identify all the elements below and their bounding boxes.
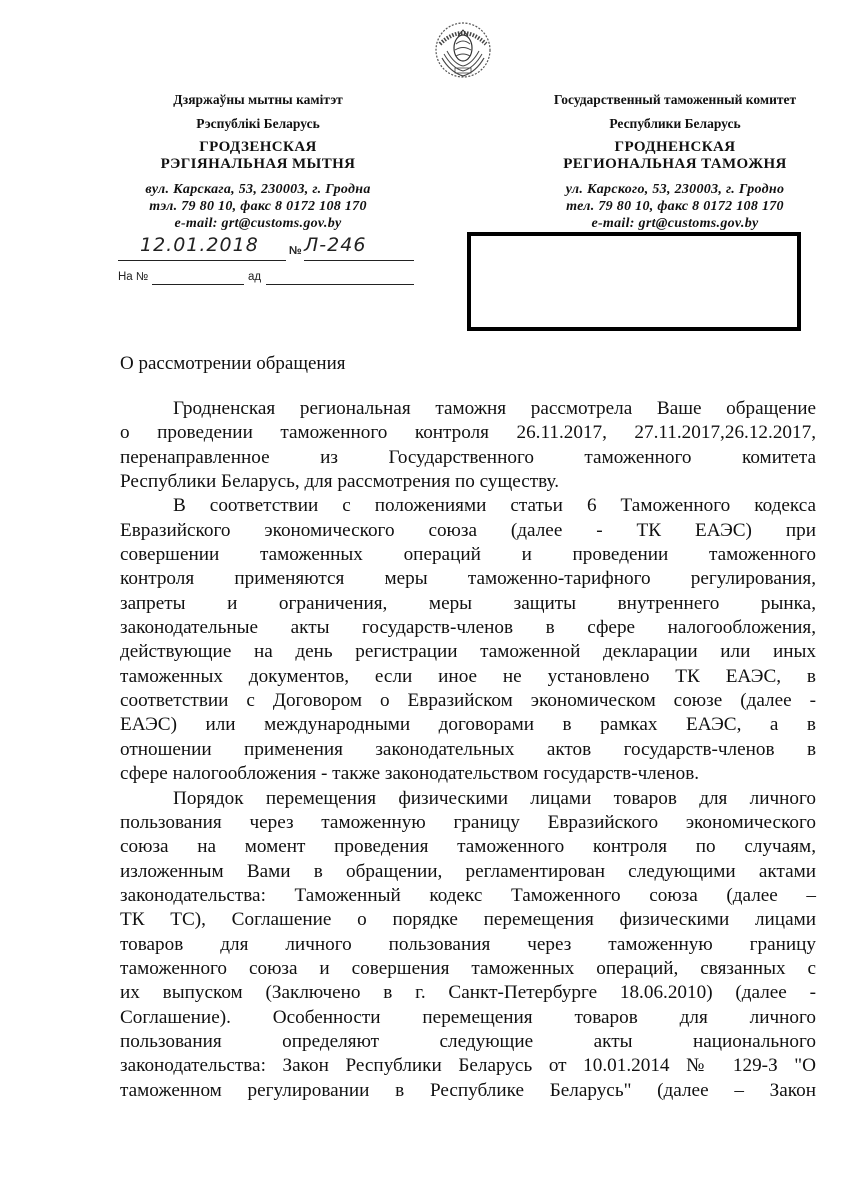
body-line: соответствии с Договором о Евразийском экономическом союзе (далее - [120, 690, 816, 712]
left-header-block [108, 92, 408, 232]
left-header-region: ГРОДЗЕНСКАЯ [199, 139, 317, 155]
right-header-customs: РЕГИОНАЛЬНАЯ ТАМОЖНЯ [563, 156, 787, 172]
right-header-committee: Государственный таможенный комитет [553, 92, 797, 107]
body-line: законодательные акты государств-членов в сфере налогообложения, [120, 617, 816, 639]
ref-from-label: ад [248, 271, 262, 283]
body-line: Порядок перемещения физическими лицами товаров для личного [173, 787, 816, 809]
body-line: Республики Беларусь, для рассмотрения по существу. [120, 471, 560, 493]
body-line: контроля применяются меры таможенно-тарифного регулирования, [120, 568, 816, 590]
ref-number-field [152, 272, 244, 285]
body-line: таможенном регулировании в Республике Беларусь" (далее – Закон [120, 1079, 816, 1101]
body-line: таможенного союза и совершения таможенных операций, связанных с [120, 957, 816, 979]
body-line: товаров для личного пользования через таможенную границу [120, 933, 816, 955]
body-line: таможенных документов, если иное не установлено ТК ЕАЭС, в [120, 665, 816, 687]
body-line: запреты и ограничения, меры защиты внутреннего рынка, [120, 592, 816, 614]
date-field [118, 236, 286, 261]
right-header-block [520, 92, 830, 232]
left-header-committee: Дзяржаўны мытны камітэт [173, 92, 343, 107]
left-header-customs: РЭГІЯНАЛЬНАЯ МЫТНЯ [160, 156, 356, 172]
belarus-coat-of-arms-icon [428, 14, 498, 84]
right-header-address: ул. Карского, 53, 230003, г. Гродно [565, 182, 785, 197]
number-field [304, 236, 414, 261]
left-header-republic: Рэспублікі Беларусь [196, 116, 320, 131]
body-line: Соглашение). Особенности перемещения товаров для личного [120, 1006, 816, 1028]
left-header-address: вул. Карскага, 53, 230003, г. Гродна [145, 182, 371, 197]
left-header-email: e-mail: grt@customs.gov.by [174, 216, 342, 231]
body-line: действующие на день регистрации таможенной декларации или иных [120, 641, 816, 663]
number-label: № [289, 245, 302, 257]
registration-number: Л-246 [304, 234, 367, 256]
body-line: перенаправленное из Государственного таможенного комитета [120, 446, 816, 468]
state-emblem [428, 14, 498, 84]
body-line: пользования через таможенную границу Евразийского экономического [120, 811, 816, 833]
redacted-addressee-box [467, 232, 801, 331]
letter-subject: О рассмотрении обращения [120, 353, 346, 374]
body-line: ТК ТС), Соглашение о порядке перемещения физическими лицами [120, 909, 816, 931]
body-line: изложенным Вами в обращении, регламентирован следующими актами [120, 860, 816, 882]
body-line: их выпуском (Заключено в г. Санкт-Петербурге 18.06.2010) (далее - [120, 982, 816, 1004]
body-line: сфере налогообложения - также законодательством государств-членов. [120, 763, 700, 785]
letter-body [120, 397, 816, 1103]
body-line: о проведении таможенного контроля 26.11.2017, 27.11.2017,26.12.2017, [120, 422, 816, 444]
ref-number-label: На № [118, 271, 149, 283]
body-line: Гродненская региональная таможня рассмотрела Ваше обращение [173, 398, 816, 419]
registration-date: 12.01.2018 [140, 234, 259, 256]
right-header-email: e-mail: grt@customs.gov.by [591, 216, 759, 231]
body-line: законодательства: Таможенный кодекс Таможенного союза (далее – [120, 884, 816, 906]
right-header-phone: тел. 79 80 10, факс 8 0172 108 170 [566, 199, 784, 214]
ref-from-field [266, 272, 414, 285]
body-line: пользования определяют следующие акты национального [120, 1030, 816, 1052]
body-line: В соответствии с положениями статьи 6 Таможенного кодекса [173, 495, 816, 517]
left-header-phone: тэл. 79 80 10, факс 8 0172 108 170 [149, 199, 367, 214]
right-header-republic: Республики Беларусь [609, 116, 741, 131]
body-line: совершении таможенных операций и проведении таможенного [120, 544, 816, 566]
body-line: ЕАЭС) или международными договорами в рамках ЕАЭС, а в [120, 714, 816, 736]
body-line: Евразийского экономического союза (далее - ТК ЕАЭС) при [120, 519, 816, 541]
body-line: законодательства: Закон Республики Беларусь от 10.01.2014 № 129-З "О [120, 1055, 816, 1077]
right-header-region: ГРОДНЕНСКАЯ [614, 139, 736, 155]
body-line: союза на момент проведения таможенного контроля по случаям, [120, 836, 816, 858]
body-line: отношении применения законодательных актов государств-членов в [120, 738, 816, 760]
